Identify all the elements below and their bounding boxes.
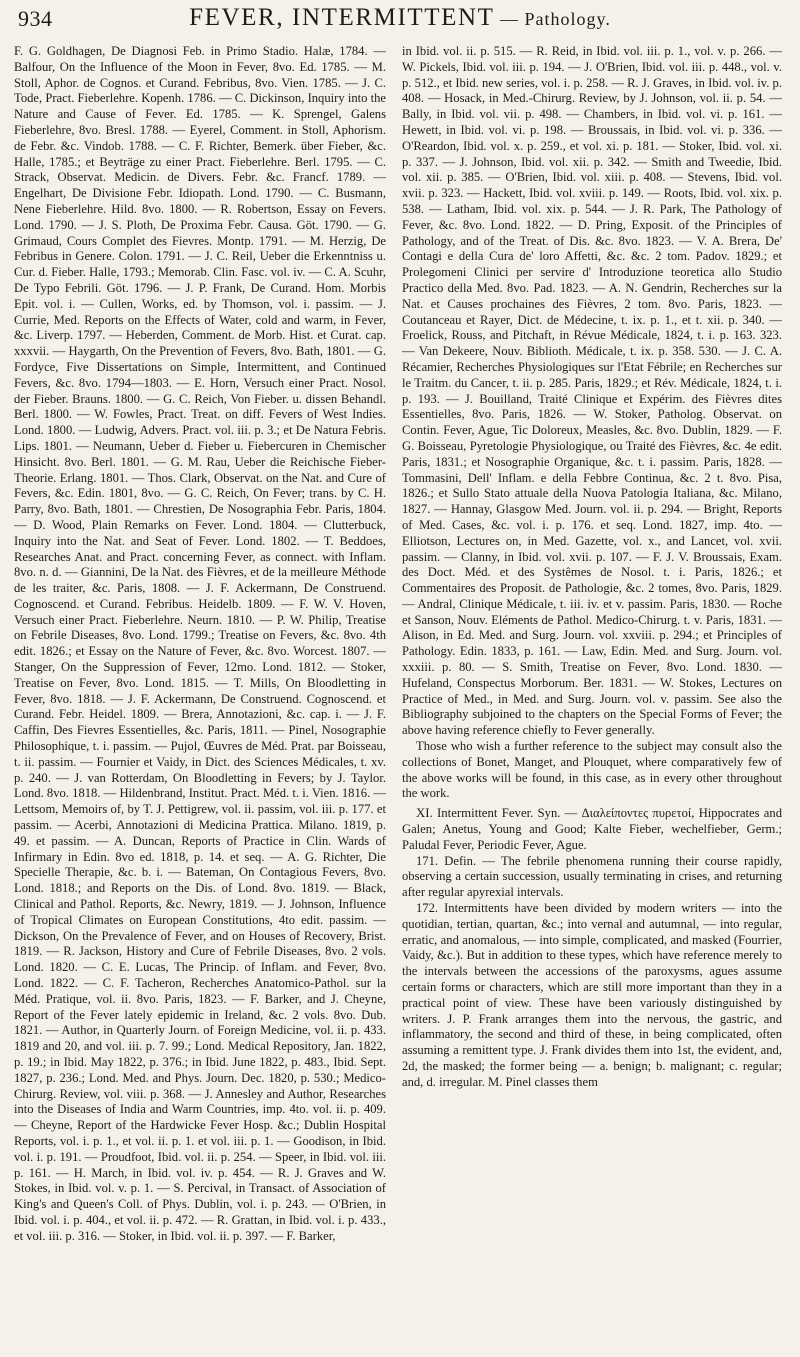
running-title <box>0 4 800 32</box>
running-title-sub: — Pathology. <box>494 9 611 29</box>
bibliography-text-left: F. G. Goldhagen, De Diagnosi Feb. in Primo Stadio. Halæ, 1784. — Balfour, On the Influence of the Moon in Fever, 8vo. Ed. 1785. — M. Stoll, Aphor. de Cognos. et Curand. Febribus, 8vo. Vien. 1785. — J. C. Tode, Pract. Fieberlehre. Kopenh. 1786. — C. Dickinson, Inquiry into the Nature and Cause of Fever. Ed. 1785. — K. Sprengel, Galens Fieberlehre, 8vo. Bresl. 1788. — Eyerel, Comment. in Stoll, Aphorism. de Febr. &c. Vindob. 1788. — C. F. Richter, Bemerk. über Fieber, &c. Halle, 1785.; et Beyträge zu einer Pract. Fieberlehre. Berl. 1795. — C. Strack, Observat. Medicin. de Divers. Febr. &c. Francf. 1789. — Engelhart, De Divisione Febr. Idiopath. Lond. 1790. — C. Busmann, Nene Fieberlehre. Hild. 8vo. 1800. — R. Robertson, Essay on Fevers. Lond. 1790. — J. S. Ploth, De Proxima Febr. Causa. Göt. 1790. — G. Grimaud, Cours Complet des Fievres. Montp. 1791. — M. Herzig, De Febribus in Genere. Colon. 1791. — J. C. Reil, Ueber die Erkenntniss u. Cur. d. Fieber. Halle, 1793.; Memorab. Clin. Fasc. vol. iv. — C. A. Scuhr, De Typo Febrili. Göt. 1796. — J. P. Frank, De Curand. Hom. Morbis Epit. vol. i. — Cullen, Works, ed. by Thomson, vol. i. passim. — J. Currie, Med. Reports on the Effects of Water, cold and warm, in Fever, &c. Liverp. 1797. — Heberden, Comment. de Morb. Hist. et Curat. cap. xxxvii. — Haygarth, On the Prevention of Fevers, 8vo. Bath, 1801. — G. Fordyce, Five Dissertations on Simple, Intermittent, and Continued Fevers, &c. 8vo. 1794—1803. — E. Horn, Versuch einer Pract. Nosol. der Fieber. Brauns. 1800. — G. C. Reich, Von Fieber. u. dissen Behandl. Berl. 1800. — W. Fowles, Pract. Treat. on diff. Fevers of West Indies. Lond. 1800. — Ludwig, Advers. Pract. vol. iii. p. 3.; et De Natura Febris. Lips. 1801. — Neumann, Ueber d. Fieber u. Fiebercuren in Chemischer Hinsicht. 8vo. Berl. 1801. — G. M. Rau, Ueber die Reichische Fieber-Theorie. Erlang. 1801. — Thos. Clark, Observat. on the Nat. and Cure of Fevers, &c. Edin. 1801, 8vo. — G. C. Reich, On Fever; trans. by C. H. Parry, 8vo. Bath, 1801. — Chrestien, De Nosographia Febr. Paris, 1804. — D. Wood, Plain Remarks on Fever. Lond. 1804. — Clutterbuck, Inquiry into the Nat. and Seat of Fever. Lond. 1802. — T. Beddoes, Researches Anat. and Pract. concerning Fever, as connect. with Inflam. 8vo. n. d. — Giannini, De la Nat. des Fièvres, et de la meilleure Méthode de les traiter, &c. Paris, 1808. — J. F. Ackermann, De Construend. Cognoscend. et Curand. Febribus. Heidelb. 1809. — F. W. V. Hoven, Versuch einer Pract. Fieberlehre. Neurn. 1810. — P. W. Philip, Treatise on Febrile Diseases, 8vo. Lond. 1799.; Treatise on Fevers, &c. 8vo. 4th edit. 1826.; et Essay on the Nature of Fever, &c. 8vo. Worcest. 1807. — Stanger, On the Suppression of Fever, 12mo. Lond. 1812. — Stoker, Treatise on Fever, 8vo. Lond. 1815. — T. Mills, On Bloodletting in Fever, 8vo. 1818. — J. F. Ackermann, De Construend. Cognoscend. et Curand. Febr. Heidel. 1809. — Brera, Annotazioni, &c. cap. i. — J. F. Caffin, Des Fievres Essentielles, &c. Paris, 1811. — Pinel, Nosographie Philosophique, t. i. passim. — Pujol, Œuvres de Méd. Prat. par Boisseau, t. ii. passim. — Fournier et Vaidy, in Dict. des Sciences Médicales, t. xv. p. 240. — J. van Rotterdam, On Bloodletting in Fevers; by J. Taylor. Lond. 8vo. 1818. — Hildenbrand, Institut. Pract. Méd. t. i. Vien. 1816. — Lettsom, Memoirs of, by T. J. Pettigrew, vol. ii. passim, vol. iii. p. 177. et passim. — Acerbi, Annotazioni di Medicina Prattica. Milano. 1819, p. 49. et passim. — A. Duncan, Reports of Practice in Clin. Wards of Infirmary in Edin. 8vo ed. 1818, p. 14. et seq. — A. G. Richter, Die Specielle Therapie, &c. b. i. — Bateman, On Contagious Fevers, 8vo. Lond. 1818.; and Reports on the Dis. of Lond. 8vo. 1819. — Black, Clinical and Pathol. Reports, &c. Newry, 1819. — J. Johnson, Influence of Tropical Climates on European Constitutions, 4to edit. passim. — Dickson, On the Prevalence of Fever, and on Houses of Recovery, Brist. 1819. — R. Jackson, History and Cure of Febrile Diseases, 8vo. 2 vols. Lond. 1820. — C. E. Lucas, The Princip. of Inflam. and Fever, 8vo. Lond. 1822. — C. F. Tacheron, Recherches Anatomico-Pathol. sur la Méd. Pratique, vol. ii. 8vo. Paris, 1823. — F. Barker, and J. Cheyne, Report of the Fever lately epidemic in Ireland, &c. 2 vols. 8vo. Dub. 1821. — Author, in Quarterly Journ. of Foreign Medicine, vol. ii. p. 433. 1819 and 20, and vol. iii. p. 7. 99.; Lond. Medical Repository, Jan. 1822, p. 19.; in Ibid. May 1822, p. 376.; in Ibid. June 1822, p. 483., Ibid. Sept. 1827, p. 236.; Lond. Med. and Phys. Journ. Dec. 1820, p. 530.; Medico-Chirurg. Review, vol. viii. p. 368. — J. Annesley and Author, Researches into the Diseases of India and Warm Countries, imp. 4to. vol. ii. p. 409. — Cheyne, Report of the Hardwicke Fever Hosp. &c.; Dublin Hospital Reports, vol. i. p. 1., et vol. ii. p. 1. et vol. iii. p. 1. — Goodison, in Ibid. vol. i. p. 191. — Proudfoot, Ibid. vol. ii. p. 254. — Speer, in Ibid. vol. iii. p. 161. — H. March, in Ibid. vol. iv. p. 454. — R. J. Graves and W. Stokes, in Ibid. vol. v. p. 1. — S. Percival, in Transact. of Association of King's and Queen's Coll. of Phys. Dublin, vol. i. p. 243. — O'Brien, in Ibid. vol. i. p. 404., et vol. ii. p. 472. — R. Grattan, in Ibid. vol. i. p. 433., et vol. iii. p. 316. — Stoker, in Ibid. vol. ii. p. 397. — F. Barker, <box>14 44 386 1243</box>
paragraph-171: 171. Defin. — The febrile phenomena running their course rapidly, observing a certain succession, usually terminating in crises, and returning after regular apyrexial intervals. <box>402 853 782 900</box>
page-header <box>0 0 800 40</box>
page-number: 934 <box>18 6 53 31</box>
further-reference-note: Those who wish a further reference to the subject may consult also the collections of Bonet, Manget, and Plouquet, where comparatively few of the above works will be found, in this case, as in every other throughout the work. <box>402 739 782 801</box>
section-heading: XI. Intermittent Fever. <box>416 806 534 821</box>
left-column <box>14 44 386 1349</box>
right-column <box>402 44 782 1349</box>
synonyms-text: Syn. — Διαλείποντες πυρετοί, Hippocrates and Galen; Anetus, Young and Good; Kalte Fieber, wechelfieber, Germ.; Paludal Fever, Periodic Fever, Ague. <box>402 806 782 852</box>
paragraph-172: 172. Intermittents have been divided by modern writers — into the quotidian, tertian, quartan, &c.; into vernal and autumnal, — into regular, erratic, and anomalous, — into simple, complicated, and masked (Fourrier, Vaidy, &c.). But in addition to these types, which have reference merely to the intervals between the accessions of the paroxysms, agues assume certain forms or characters, which are still more important than they in a practical point of view. These have been variously distinguished by writers. J. P. Frank arranges them into the nervous, the gastric, and inflammatory, the second and third of these, in being complicated, often assuming a remittent type. J. Frank divides them into 1st, the evident, and, 2d, the masked; the former being — a. benign; b. malignant; c. regular; and, d. irregular. M. Pinel classes them <box>402 901 782 1089</box>
section-intro <box>402 806 782 853</box>
bibliography-text-right: in Ibid. vol. ii. p. 515. — R. Reid, in Ibid. vol. iii. p. 1., vol. v. p. 266. — W. Pickels, Ibid. vol. iii. p. 194. — J. O'Brien, Ibid. vol. iii. p. 448., vol. v. p. 512., et Ibid. new series, vol. i. p. 258. — R. J. Graves, in Ibid. vol. iv. p. 408. — Hosack, in Med.-Chirurg. Review, by J. Johnson, vol. ii. p. 54. — Bally, in Ibid. vol. vii. p. 498. — Chambers, in Ibid. vol. vi. p. 161. — Hewett, in Ibid. vol. vi. p. 198. — Broussais, in Ibid. vol. vi. p. 336. — O'Reardon, Ibid. vol. x. p. 259., et vol. xi. p. 181. — Stoker, Ibid. vol. xi. p. 337. — J. Johnson, Ibid. vol. xii. p. 342. — Smith and Tweedie, Ibid. vol. xii. p. 385. — O'Brien, Ibid. vol. xiii. p. 408. — Stevens, Ibid. vol. xvii. p. 323. — Hackett, Ibid. vol. xviii. p. 149. — Roots, Ibid. vol. xix. p. 538. — Latham, Ibid. vol. xix. p. 544. — J. R. Park, The Pathology of Fever, &c. 8vo. Lond. 1822. — D. Pring, Exposit. of the Principles of Pathology, and of the Treat. of Dis. &c. 8vo. 1823. — V. A. Brera, De' Contagi e della Cura de' loro Affetti, &c. &c. 2 tom. Padov. 1829.; et Prolegomeni Clinici per servire d' Introduzione teoretica allo Studio Practico della Med. 8vo. Pad. 1823. — A. N. Gendrin, Recherches sur la Nat. et Causes prochaines des Fièvres, 2 tom. 8vo. Paris, 1823. — Coutanceau et Rayer, Dict. de Médecine, t. ix. p. 1., et t. xii. p. 340. — Froelick, Rouss, and Pitchaft, in Révue Médicale, 1824, t. i. p. 163. 323. — Van Dekeere, Nouv. Biblioth. Médicale, t. ix. p. 358. 530. — J. C. A. Récamier, Recherches Physiologiques sur l'Etat Fébrile; en Recherches sur le Traitm. du Cancer, t. ii. p. 285. Paris, 1829.; et Rév. Médicale, 1824, t. i. p. 193. — J. Bouilland, Traité Clinique et Expérim. des Fièvres dites Essentielles, 8vo. Paris, 1826. — W. Stoker, Patholog. Observat. on Contin. Fever, Ague, Tic Doloreux, Measles, &c. 8vo. Dublin, 1829. — F. G. Boisseau, Pyretologie Physiologique, ou Traité des Fièvres, &c. 4e edit. Paris, 1831.; et Nosographie Organique, &c. t. i. passim. Paris, 1828. — Tommasini, Dell' Inflam. e della Febbre Continua, &c. 2 t. 8vo. Pisa, 1826.; et Sullo Stato attuale della Nuova Patologia Italiana, &c. Milano, 1827. — Hannay, Glasgow Med. Journ. vol. ii. p. 294. — Bright, Reports of Med. Cases, &c. vol. i. p. 176. et seq. Lond. 1827, imp. 4to. — Elliotson, Lectures on, in Med. Gazette, vol. x., and Lancet, vol. xvii. passim. — Clanny, in Ibid. vol. xvii. p. 107. — F. J. V. Broussais, Exam. des Doct. Méd. et des Systêmes de Nosol. t. i. Paris, 1826.; et Commentaires des Proposit. de Pathologie, &c. 2 tomes, 8vo. Paris, 1829. — Andral, Clinique Médicale, t. iii. iv. et v. passim. Paris, 1830. — Roche et Sanson, Nouv. Eléments de Pathol. Medico-Chirurg. t. v. Paris, 1831. — Alison, in Ed. Med. and Surg. Journ. vol. xxviii. p. 294.; et Principles of Pathology. Edin. 1833, p. 161. — Law, Edin. Med. and Surg. Journ. vol. xxxiii. p. 80. — S. Smith, Treatise on Fever, 8vo. Lond. 1830. — Hufeland, Conspectus Morborum. Ber. 1831. — W. Stokes, Lectures on Practice of Med., in Med. and Surg. Journ. vol. v. passim. See also the Bibliography subjoined to the chapters on the Special Forms of Fever; the above having reference chiefly to Fever generally. <box>402 44 782 738</box>
running-title-main: FEVER, INTERMITTENT <box>189 4 495 31</box>
